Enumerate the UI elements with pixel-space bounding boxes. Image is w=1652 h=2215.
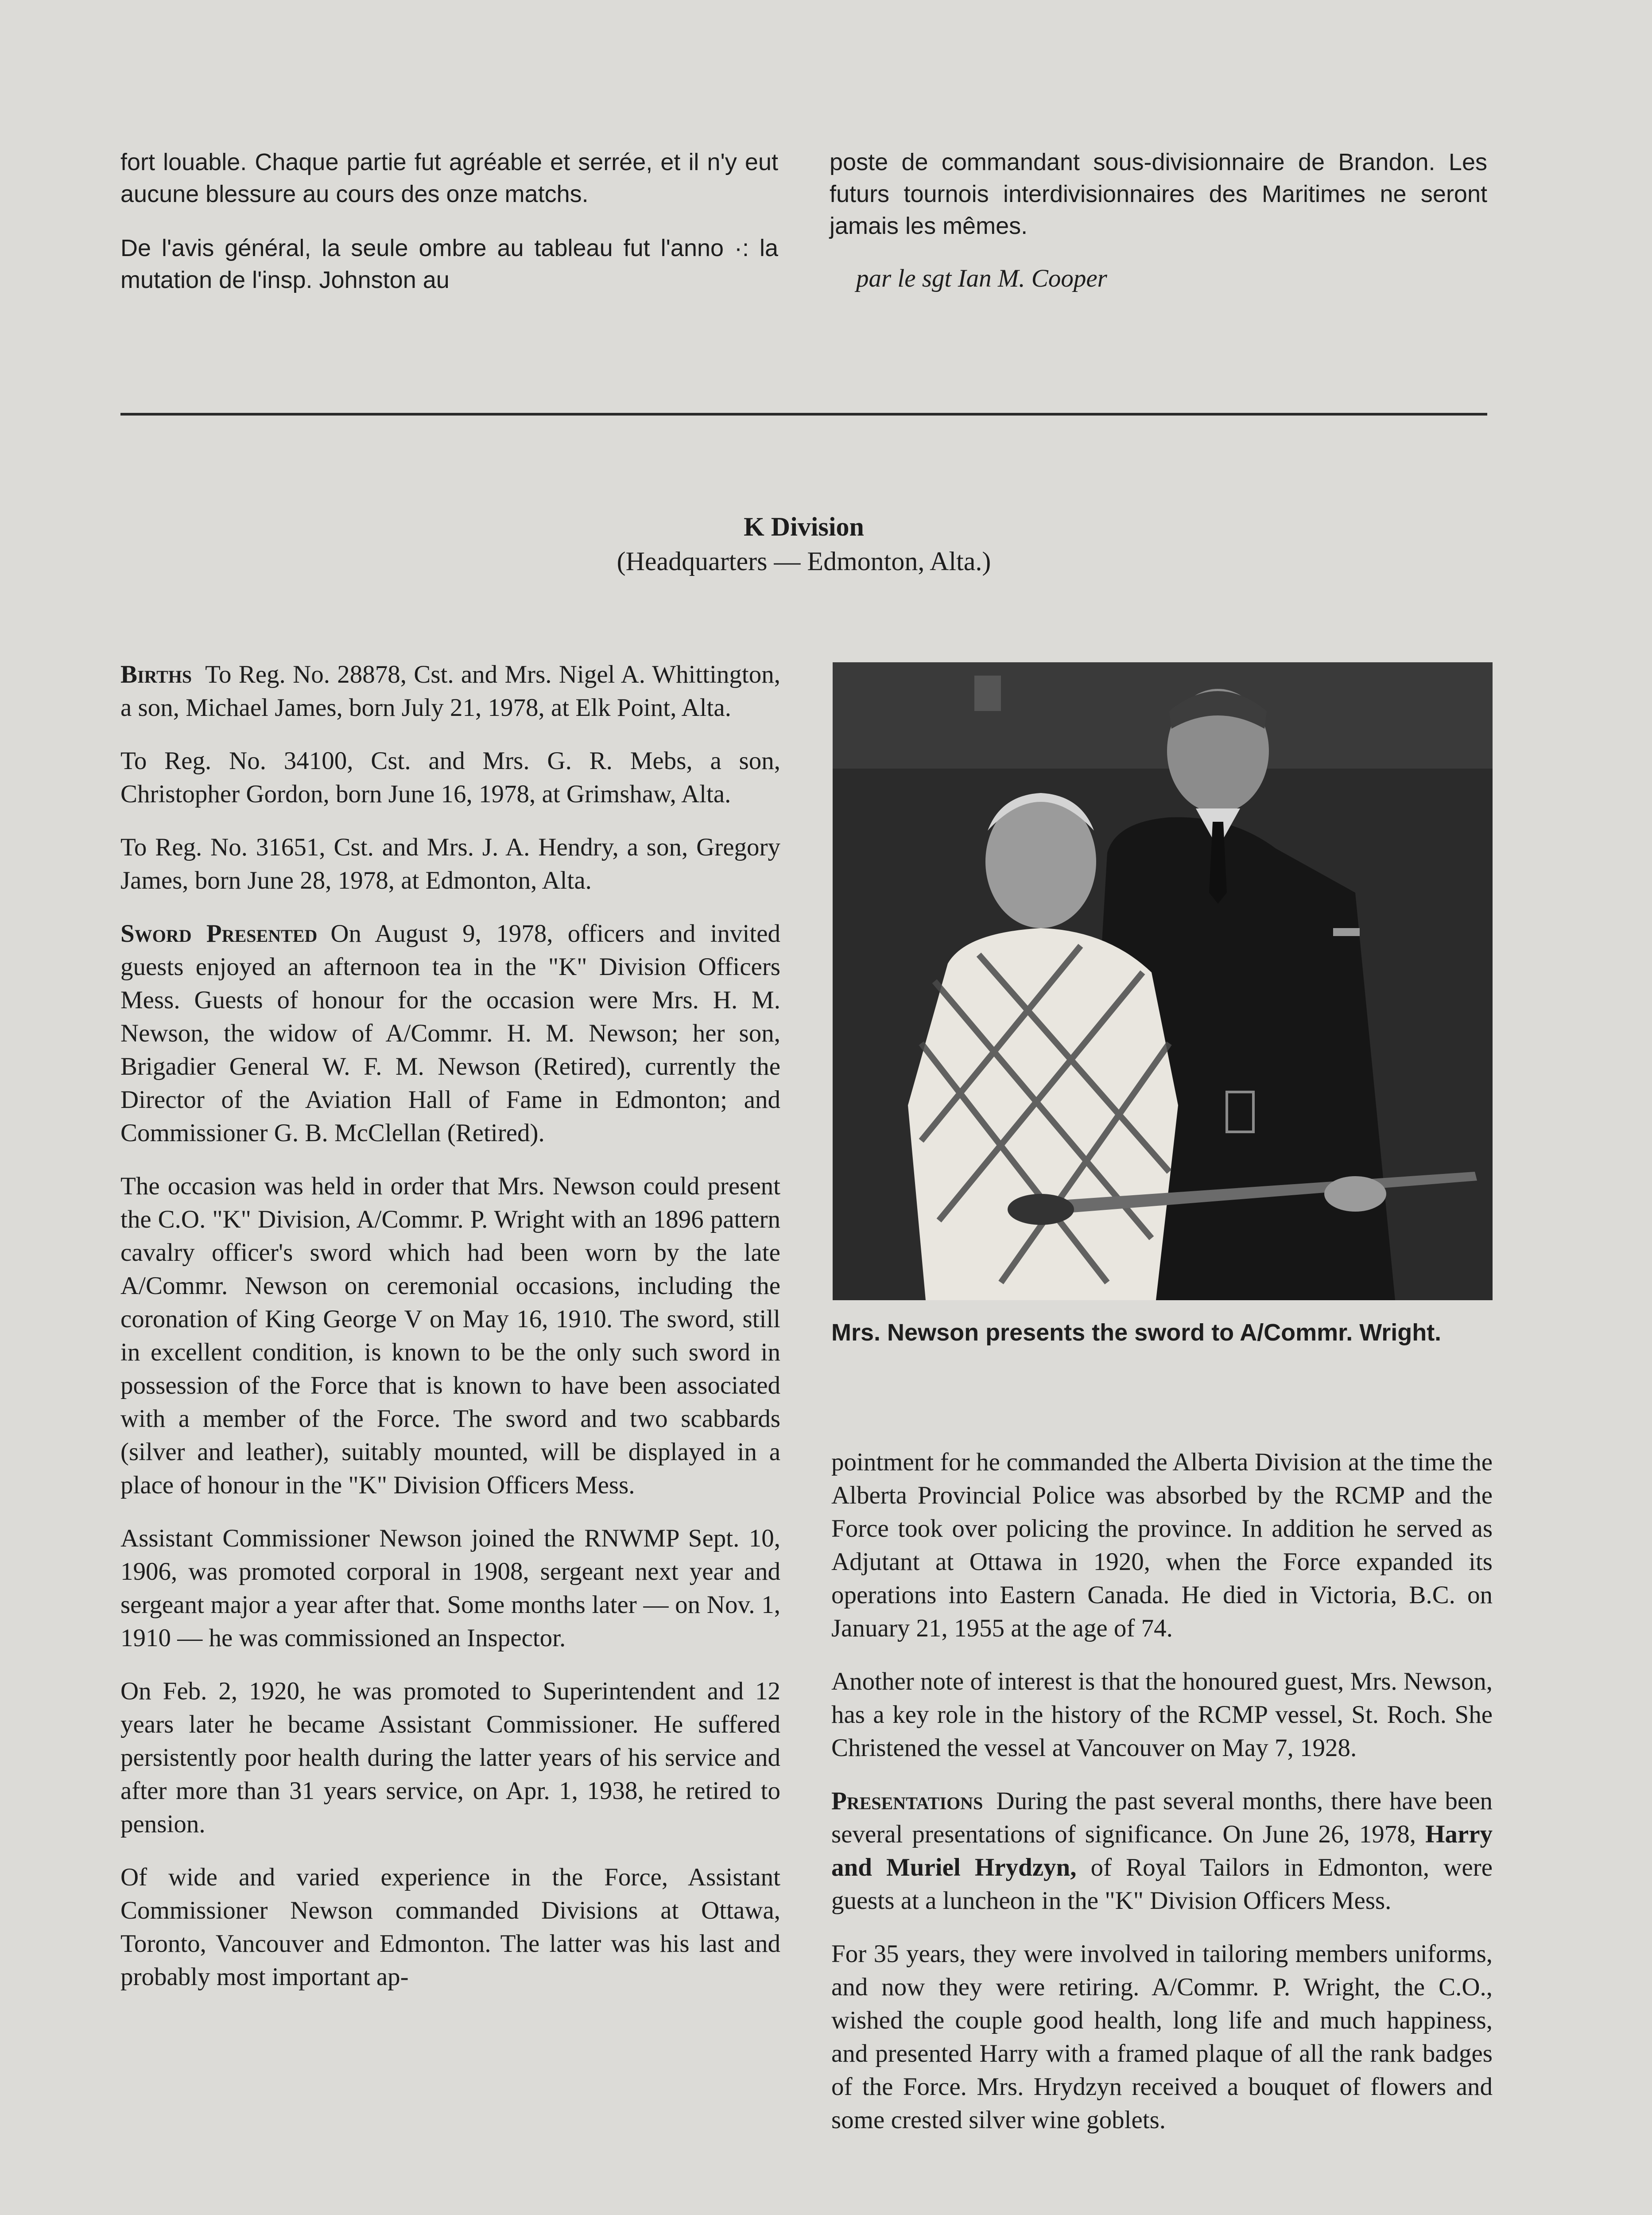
births-paragraph-1	[120, 658, 780, 724]
photo-illustration	[833, 662, 1493, 1300]
births-heading: Births	[120, 661, 192, 688]
retire-paragraph: For 35 years, they were involved in tailoring members uniforms, and now they were retiring. A/Commr. P. Wright, the C.O., wished the couple good health, long life and much happiness, and presented Harry with a framed plaque of all the rank badges of the Force. Mrs. Hrydzyn received a bouquet of flowers and some crested silver wine goblets.	[831, 1940, 1493, 2134]
presentations-text-1: During the past several months, there have been several presentations of significance. On June 26, 1978,	[831, 1787, 1493, 1848]
experience-paragraph: Of wide and varied experience in the Force, Assistant Commissioner Newson commanded Divisions at Ottawa, Toronto, Vancouver and Edmonton. The latter was his last and probably most important ap-	[120, 1863, 780, 1991]
sword-paragraph	[120, 917, 780, 1150]
photo-caption: Mrs. Newson presents the sword to A/Commr. Wright.	[831, 1319, 1442, 1346]
left-column	[120, 658, 780, 1994]
byline: par le sgt Ian M. Cooper	[856, 264, 1107, 292]
births-paragraph-3: To Reg. No. 31651, Cst. and Mrs. J. A. Hendry, a son, Gregory James, born June 28, 1978, at Edmonton, Alta.	[120, 833, 780, 894]
joined-paragraph: Assistant Commissioner Newson joined the RNWMP Sept. 10, 1906, was promoted corporal in 1908, sergeant next year and sergeant major a year after that. Some months later — on Nov. 1, 1910 — he was commissioned an Inspector.	[120, 1524, 780, 1652]
presentations-paragraph	[831, 1784, 1493, 1917]
sword-heading: Sword Presented	[120, 920, 318, 948]
section-subtitle: (Headquarters — Edmonton, Alta.)	[617, 547, 991, 576]
section-divider	[120, 413, 1487, 416]
appointment-paragraph: pointment for he commanded the Alberta Division at the time the Alberta Provincial Police was absorbed by the RCMP and the Force took over policing the province. In addition he served as Adjutant at Ottawa in 1920, when the Force expanded its operations into Eastern Canada. He died in Victoria, B.C. on January 21, 1955 at the age of 74.	[831, 1448, 1493, 1642]
french-paragraph-3: poste de commandant sous-divisionnaire de Brandon. Les futurs tournois interdivisionnaires des Maritimes ne seront jamais les mêmes.	[830, 149, 1487, 239]
presentations-names: Harry and Muriel Hrydzyn,	[831, 1820, 1493, 1881]
section-title: K Division	[744, 512, 864, 541]
births-paragraph-2: To Reg. No. 34100, Cst. and Mrs. G. R. Mebs, a son, Christopher Gordon, born June 16, 1978, at Grimshaw, Alta.	[120, 747, 780, 808]
sword-text: On August 9, 1978, officers and invited guests enjoyed an afternoon tea in the "K" Division Officers Mess. Guests of honour for the occasion were Mrs. H. M. Newson, the widow of A/Commr. H. M. Newson; her son, Brigadier General W. F. M. Newson (Retired), currently the Director of the Aviation Hall of Fame in Edmonton; and Commissioner G. B. McClellan (Retired).	[120, 920, 781, 1147]
presentations-text-2: of Royal Tailors in Edmonton, were guests at a luncheon in the "K" Division Officers Mess.	[831, 1854, 1493, 1915]
promoted-paragraph: On Feb. 2, 1920, he was promoted to Superintendent and 12 years later he became Assistant Commissioner. He suffered persistently poor health during the latter years of his service and after more than 31 years service, on Apr. 1, 1938, he retired to pension.	[120, 1677, 780, 1838]
french-paragraph-1: fort louable. Chaque partie fut agréable et serrée, et il n'y eut aucune blessure au cours des onze matchs.	[120, 149, 778, 207]
note-paragraph: Another note of interest is that the honoured guest, Mrs. Newson, has a key role in the history of the RCMP vessel, St. Roch. She Christened the vessel at Vancouver on May 7, 1928.	[831, 1667, 1493, 1762]
right-column	[831, 1446, 1493, 2137]
french-left-column	[120, 146, 778, 296]
photo-newson-wright	[833, 662, 1493, 1300]
births-text-1: To Reg. No. 28878, Cst. and Mrs. Nigel A. Whittington, a son, Michael James, born July 21, 1978, at Elk Point, Alta.	[120, 661, 780, 722]
presentations-heading: Presentations	[831, 1787, 983, 1815]
french-right-column	[830, 146, 1487, 295]
occasion-paragraph: The occasion was held in order that Mrs. Newson could present the C.O. "K" Division, A/Commr. P. Wright with an 1896 pattern cavalry officer's sword which had been worn by the late A/Commr. Newson on ceremonial occasions, including the coronation of King George V on May 16, 1910. The sword, still in excellent condition, is known to be the only such sword in possession of the Force that is known to have been associated with a member of the Force. The sword and two scabbards (silver and leather), suitably mounted, will be displayed in a place of honour in the "K" Division Officers Mess.	[120, 1172, 780, 1499]
french-paragraph-2: De l'avis général, la seule ombre au tableau fut l'anno ·: la mutation de l'insp. Johnston au	[120, 235, 778, 293]
